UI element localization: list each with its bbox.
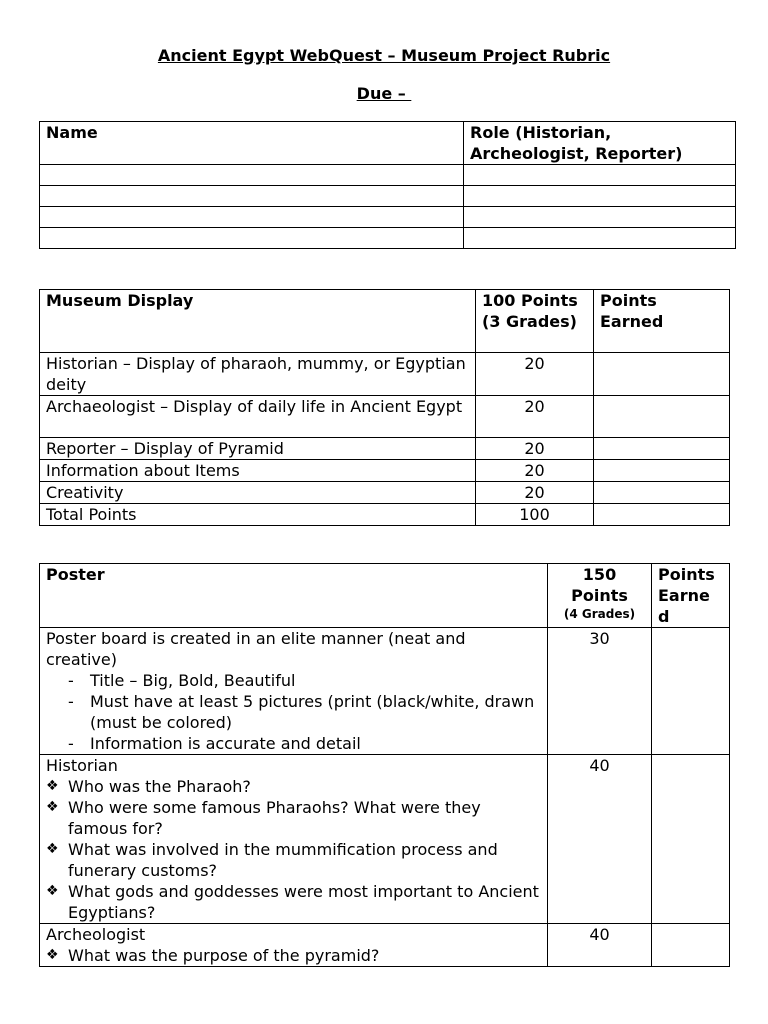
- criterion-points: 20: [476, 438, 594, 460]
- points-earned-cell[interactable]: [594, 353, 730, 396]
- table-row: [40, 396, 730, 438]
- list-item: ❖ Who was the Pharaoh?: [46, 776, 541, 797]
- poster-header: Poster: [40, 564, 548, 628]
- table-row: [40, 207, 736, 228]
- museum-points-header: 100 Points (3 Grades): [476, 290, 594, 353]
- list-item: - Must have at least 5 pictures (print (black/white, drawn (must be colored): [68, 691, 541, 733]
- criterion-label: Reporter – Display of Pyramid: [40, 438, 476, 460]
- poster-grades-label: (4 Grades): [563, 607, 636, 621]
- group-roster-table: [39, 121, 736, 249]
- table-row: [40, 228, 736, 249]
- criterion-cell: [40, 755, 548, 924]
- criterion-points: 20: [476, 482, 594, 504]
- table-row: [40, 504, 730, 526]
- poster-earned-header: Points Earne d: [652, 564, 730, 628]
- name-column-header: Name: [40, 122, 464, 165]
- table-row: [40, 165, 736, 186]
- criterion-points: 40: [548, 755, 652, 924]
- due-date-label: Due –: [356, 84, 412, 103]
- points-earned-cell[interactable]: [652, 628, 730, 755]
- criterion-label: Historian – Display of pharaoh, mummy, or Egyptian deity: [40, 353, 476, 396]
- list-item: ❖ What was the purpose of the pyramid?: [46, 945, 541, 966]
- table-row: [40, 460, 730, 482]
- criterion-label: Creativity: [40, 482, 476, 504]
- poster-table: [39, 563, 730, 967]
- list-item: - Title – Big, Bold, Beautiful: [68, 670, 541, 691]
- museum-display-header: Museum Display: [40, 290, 476, 353]
- table-row: [40, 186, 736, 207]
- table-row: [40, 924, 730, 967]
- criterion-label: Total Points: [40, 504, 476, 526]
- table-row: [40, 438, 730, 460]
- criterion-list: [46, 776, 541, 923]
- criterion-points: 30: [548, 628, 652, 755]
- museum-earned-header: Points Earned: [594, 290, 730, 353]
- points-earned-cell[interactable]: [594, 504, 730, 526]
- criterion-intro: Historian: [46, 756, 118, 775]
- criterion-list: [46, 670, 541, 754]
- criterion-points: 100: [476, 504, 594, 526]
- table-row: [40, 628, 730, 755]
- poster-points-label: 150 Points: [571, 565, 628, 605]
- page-title: Ancient Egypt WebQuest – Museum Project Rubric: [157, 46, 611, 65]
- name-cell[interactable]: [40, 165, 464, 186]
- museum-display-table: [39, 289, 730, 526]
- role-cell[interactable]: [464, 228, 736, 249]
- criterion-points: 20: [476, 353, 594, 396]
- points-earned-cell[interactable]: [594, 396, 730, 438]
- criterion-points: 20: [476, 396, 594, 438]
- points-earned-cell[interactable]: [594, 460, 730, 482]
- role-cell[interactable]: [464, 165, 736, 186]
- criterion-label: Archaeologist – Display of daily life in Ancient Egypt: [40, 396, 476, 438]
- list-item: ❖ What was involved in the mummification process and funerary customs?: [46, 839, 541, 881]
- list-item: - Information is accurate and detail: [68, 733, 541, 754]
- criterion-points: 40: [548, 924, 652, 967]
- poster-points-header: [548, 564, 652, 628]
- role-cell[interactable]: [464, 186, 736, 207]
- table-row: [40, 353, 730, 396]
- criterion-cell: [40, 924, 548, 967]
- criterion-list: [46, 945, 541, 966]
- name-cell[interactable]: [40, 186, 464, 207]
- criterion-intro: Poster board is created in an elite manner (neat and creative): [46, 629, 466, 669]
- criterion-points: 20: [476, 460, 594, 482]
- role-cell[interactable]: [464, 207, 736, 228]
- points-earned-cell[interactable]: [652, 755, 730, 924]
- criterion-label: Information about Items: [40, 460, 476, 482]
- list-item: ❖ Who were some famous Pharaohs? What were they famous for?: [46, 797, 541, 839]
- points-earned-cell[interactable]: [652, 924, 730, 967]
- name-cell[interactable]: [40, 228, 464, 249]
- points-earned-cell[interactable]: [594, 438, 730, 460]
- list-item: ❖ What gods and goddesses were most important to Ancient Egyptians?: [46, 881, 541, 923]
- table-row: [40, 755, 730, 924]
- criterion-intro: Archeologist: [46, 925, 146, 944]
- table-row: [40, 482, 730, 504]
- points-earned-cell[interactable]: [594, 482, 730, 504]
- name-cell[interactable]: [40, 207, 464, 228]
- criterion-cell: [40, 628, 548, 755]
- role-column-header: Role (Historian, Archeologist, Reporter): [464, 122, 736, 165]
